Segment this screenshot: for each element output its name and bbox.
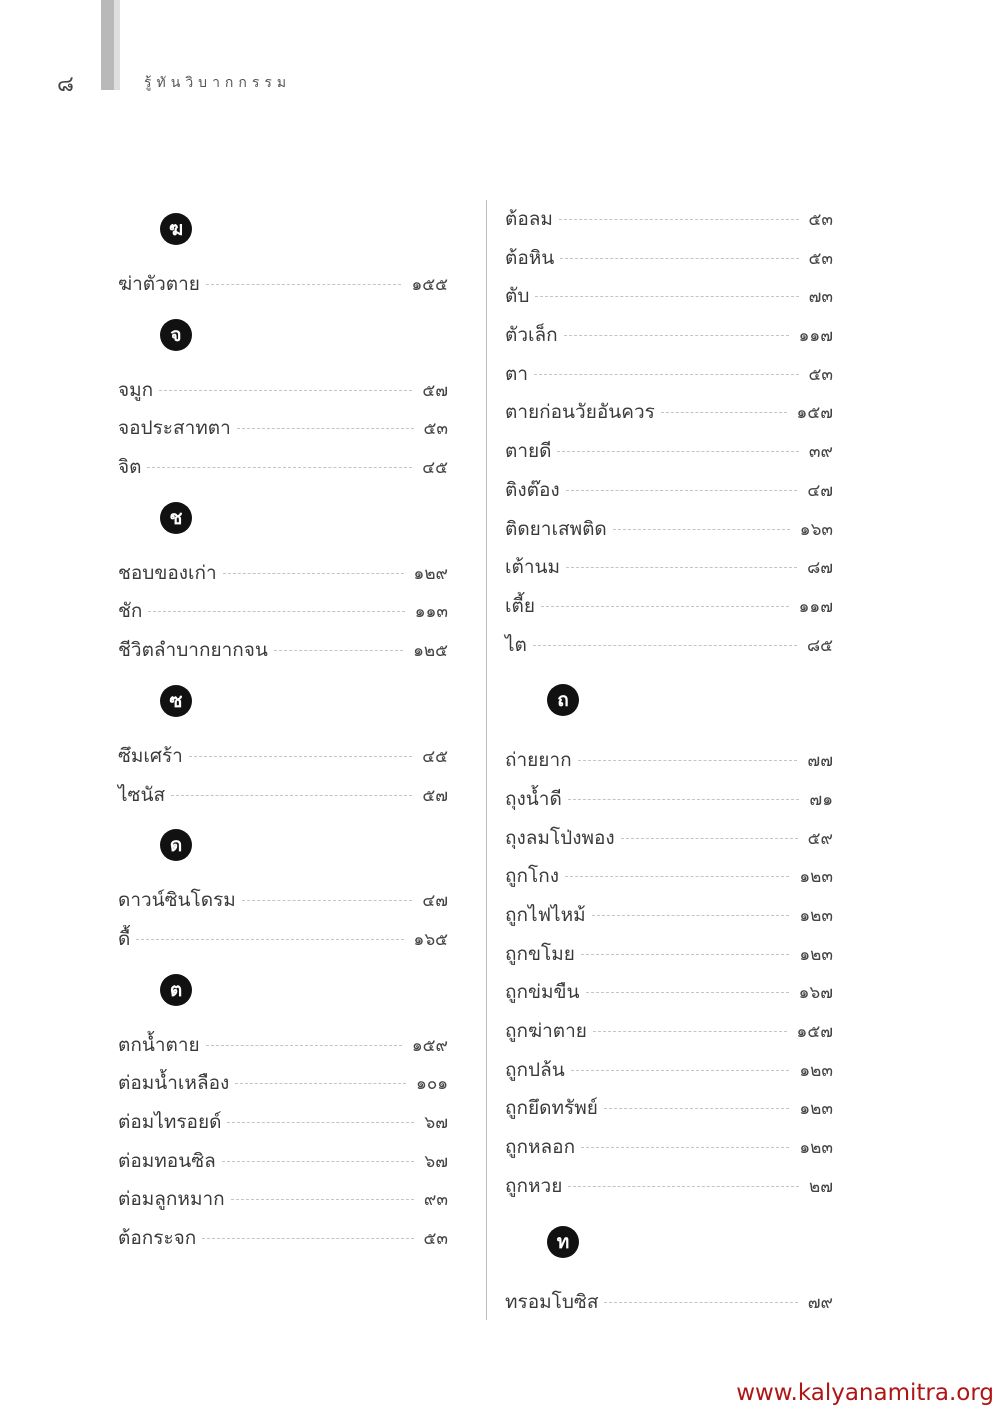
section-letter-badge: ต: [160, 974, 192, 1006]
index-entry: [118, 448, 448, 487]
index-entry: [118, 631, 448, 670]
index-term: จอประสาทตา: [118, 417, 231, 440]
index-page-number: ๑๒๓: [799, 1099, 833, 1120]
index-term: ถูกยึดทรัพย์: [505, 1097, 598, 1120]
index-term: ถุงลมโป่งพอง: [505, 826, 615, 849]
index-term: ฆ่าตัวตาย: [118, 273, 200, 295]
index-entry: [505, 471, 833, 510]
index-entry: [505, 1012, 833, 1051]
header-bar-light: [114, 0, 120, 90]
dotted-leader: [235, 1083, 406, 1084]
dotted-leader: [560, 258, 798, 259]
index-page-number: ๗๗: [807, 751, 833, 772]
index-page-number: ๑๕๙: [411, 1035, 448, 1056]
index-term: ชอบของเก่า: [118, 561, 217, 584]
index-term: ถูกข่มขืน: [505, 981, 580, 1004]
book-title: รู้ทันวิบากกรรม: [144, 75, 292, 91]
dotted-leader: [159, 390, 412, 391]
index-page-number: ๑๑๗: [798, 326, 833, 347]
index-entry: [505, 626, 833, 665]
index-term: ตกน้ำตาย: [118, 1033, 200, 1056]
index-term: ถูกปล้น: [505, 1058, 565, 1081]
index-term: ถูกหลอก: [505, 1136, 576, 1159]
index-page-number: ๕๗: [422, 380, 448, 401]
dotted-leader: [581, 954, 790, 955]
dotted-leader: [202, 1238, 413, 1239]
index-entry: [505, 239, 833, 278]
index-entry: [505, 935, 833, 974]
index-term: ต้อหิน: [505, 246, 555, 269]
index-entry: [505, 819, 833, 858]
index-term: ถุงน้ำดี: [505, 787, 562, 810]
index-entry: [505, 1089, 833, 1128]
index-entry: [118, 1064, 448, 1103]
index-term: ตัวเล็ก: [505, 324, 558, 347]
index-page-number: ๕๓: [808, 248, 833, 269]
index-term: ดาวน์ซินโดรม: [118, 889, 236, 912]
index-page-number: ๕๓: [808, 210, 833, 230]
index-entry: [118, 554, 448, 593]
dotted-leader: [148, 611, 404, 612]
index-page-number: ๒๗: [809, 1176, 833, 1197]
index-entry: [118, 1103, 448, 1142]
dotted-leader: [568, 1186, 799, 1187]
index-term: ต่อมไทรอยด์: [118, 1110, 222, 1133]
index-entry: [505, 1283, 833, 1322]
index-page-number: ๑๐๑: [416, 1074, 448, 1095]
index-page-number: ๑๒๕: [413, 641, 448, 662]
index-term: เต้านม: [505, 556, 561, 579]
dotted-leader: [661, 412, 787, 413]
index-term: ดื้: [118, 927, 131, 950]
index-page-number: ๕๙: [807, 828, 833, 849]
section-letter-badge: จ: [160, 319, 192, 351]
index-term: ต่อมทอนซิล: [118, 1149, 216, 1172]
index-entry: [505, 741, 833, 780]
index-entry: [118, 776, 448, 815]
index-entry: [505, 1167, 833, 1206]
index-term: ซึมเศร้า: [118, 744, 183, 767]
index-column-right: [505, 200, 833, 1321]
index-entry: [505, 1051, 833, 1090]
dotted-leader: [171, 795, 412, 796]
dotted-leader: [223, 573, 404, 574]
header-bar-dark: [101, 0, 114, 90]
index-entry: [505, 548, 833, 587]
index-page-number: ๘๕: [807, 635, 833, 656]
index-page-number: ๔๗: [422, 891, 448, 912]
index-term: ติงต๊อง: [505, 478, 560, 501]
dotted-leader: [147, 467, 412, 468]
index-entry: [118, 1219, 448, 1258]
index-entry: [505, 973, 833, 1012]
dotted-leader: [535, 296, 798, 297]
index-term: จมูก: [118, 378, 154, 401]
index-page-number: ๔๗: [807, 480, 833, 501]
dotted-leader: [222, 1161, 415, 1162]
index-page-number: ๕๗: [422, 785, 448, 806]
index-entry: [118, 1142, 448, 1181]
index-entry: [118, 1026, 448, 1065]
dotted-leader: [274, 650, 403, 651]
index-entry: [505, 510, 833, 549]
index-term: ตายดี: [505, 440, 552, 463]
dotted-leader: [231, 1199, 414, 1200]
index-term: จิต: [118, 456, 142, 479]
index-page-number: ๑๕๗: [796, 403, 833, 424]
dotted-leader: [613, 529, 790, 530]
dotted-leader: [533, 645, 797, 646]
dotted-leader: [237, 428, 414, 429]
index-entry: [505, 432, 833, 471]
section-letter-badge: ซ: [160, 685, 192, 717]
index-page-number: ๑๖๗: [798, 983, 833, 1004]
dotted-leader: [136, 939, 403, 940]
dotted-leader: [565, 876, 789, 877]
dotted-leader: [578, 760, 798, 761]
index-page-number: ๑๒๓: [799, 944, 833, 965]
index-page-number: ๕๓: [423, 1229, 448, 1249]
index-page-number: ๑๒๓: [799, 867, 833, 888]
index-term: ต้อลม: [505, 208, 553, 230]
dotted-leader: [206, 1045, 402, 1046]
index-entry: [505, 896, 833, 935]
dotted-leader: [566, 490, 798, 491]
index-term: ไซนัส: [118, 783, 166, 806]
index-page-number: ๑๕๕: [411, 275, 448, 295]
index-page-number: ๑๒๙: [413, 563, 448, 584]
index-entry: [505, 780, 833, 819]
dotted-leader: [592, 915, 790, 916]
index-page-number: ๑๑๓: [414, 602, 448, 623]
index-page-number: ๙๓: [423, 1190, 448, 1211]
section-letter-badge: ฆ: [160, 213, 192, 245]
dotted-leader: [534, 374, 798, 375]
index-page-number: ๑๕๗: [796, 1022, 833, 1043]
index-term: ชัก: [118, 600, 143, 623]
index-page-number: ๔๕: [422, 458, 448, 479]
index-term: ทรอมโบซิส: [505, 1290, 599, 1313]
index-entry: [505, 587, 833, 626]
section-letter-badge: ท: [547, 1226, 579, 1258]
index-entry: [505, 857, 833, 896]
index-entry: [505, 200, 833, 239]
index-entry: [118, 920, 448, 959]
dotted-leader: [581, 1147, 789, 1148]
dotted-leader: [557, 451, 798, 452]
dotted-leader: [227, 1122, 414, 1123]
dotted-leader: [564, 335, 789, 336]
dotted-leader: [242, 900, 413, 901]
index-entry: [118, 592, 448, 631]
index-term: ถูกฆ่าตาย: [505, 1020, 587, 1043]
index-entry: [505, 393, 833, 432]
dotted-leader: [621, 838, 798, 839]
dotted-leader: [568, 799, 800, 800]
index-term: ถูกหวย: [505, 1174, 563, 1197]
index-page-number: ๕๓: [423, 419, 448, 440]
index-page-number: ๕๓: [808, 364, 833, 385]
index-page-number: ๘๗: [807, 558, 833, 579]
index-term: ต่อมน้ำเหลือง: [118, 1072, 230, 1095]
index-term: ตับ: [505, 285, 530, 308]
index-entry: [118, 1180, 448, 1219]
index-entry: [118, 409, 448, 448]
index-entry: [505, 355, 833, 394]
index-column-left: [118, 200, 448, 1258]
index-term: ต้อกระจก: [118, 1227, 197, 1249]
index-entry: [505, 277, 833, 316]
index-term: เตี้ย: [505, 594, 535, 617]
dotted-leader: [586, 992, 789, 993]
index-page-number: ๗๙: [807, 1292, 833, 1313]
index-entry: [505, 1128, 833, 1167]
index-term: ชีวิตลำบากยากจน: [118, 639, 268, 662]
dotted-leader: [593, 1031, 787, 1032]
index-entry: [118, 881, 448, 920]
index-term: ถูกขโมย: [505, 942, 575, 965]
index-page-number: ๔๕: [422, 746, 448, 767]
index-term: ถ่ายยาก: [505, 749, 572, 772]
index-term: ถูกโกง: [505, 865, 559, 888]
column-divider: [486, 200, 487, 1320]
index-page-number: ๑๒๓: [799, 1060, 833, 1081]
index-page-number: ๖๗: [424, 1112, 448, 1133]
index-page-number: ๑๒๓: [799, 1138, 833, 1159]
dotted-leader: [566, 567, 797, 568]
dotted-leader: [541, 606, 789, 607]
index-page-number: ๑๖๕: [413, 929, 448, 950]
dotted-leader: [189, 756, 412, 757]
index-entry: [505, 316, 833, 355]
index-page-number: ๗๑: [809, 789, 833, 810]
footer-url[interactable]: www.kalyanamitra.org: [736, 1380, 994, 1406]
section-letter-badge: ช: [160, 502, 192, 534]
index-page-number: ๓๙: [808, 442, 833, 463]
section-letter-badge: ด: [160, 829, 192, 861]
index-term: ไต: [505, 633, 527, 656]
index-page-number: ๑๖๓: [799, 519, 833, 540]
index-term: ตา: [505, 362, 529, 385]
index-entry: [118, 371, 448, 410]
section-letter-badge: ถ: [547, 684, 579, 716]
index-page-number: ๑๑๗: [798, 596, 833, 617]
index-entry: [118, 737, 448, 776]
page-number: ๘: [57, 72, 74, 97]
index-page-number: ๑๒๓: [799, 906, 833, 926]
dotted-leader: [559, 219, 799, 220]
index-entry: [118, 265, 448, 304]
dotted-leader: [604, 1302, 797, 1303]
index-page-number: ๗๓: [808, 287, 833, 308]
index-term: ติดยาเสพติด: [505, 517, 607, 540]
dotted-leader: [571, 1070, 790, 1071]
index-term: ตายก่อนวัยอันควร: [505, 401, 655, 424]
index-term: ถูกไฟไหม้: [505, 904, 586, 926]
dotted-leader: [604, 1108, 790, 1109]
index-term: ต่อมลูกหมาก: [118, 1188, 225, 1211]
dotted-leader: [206, 284, 402, 285]
index-page-number: ๖๗: [424, 1151, 448, 1172]
